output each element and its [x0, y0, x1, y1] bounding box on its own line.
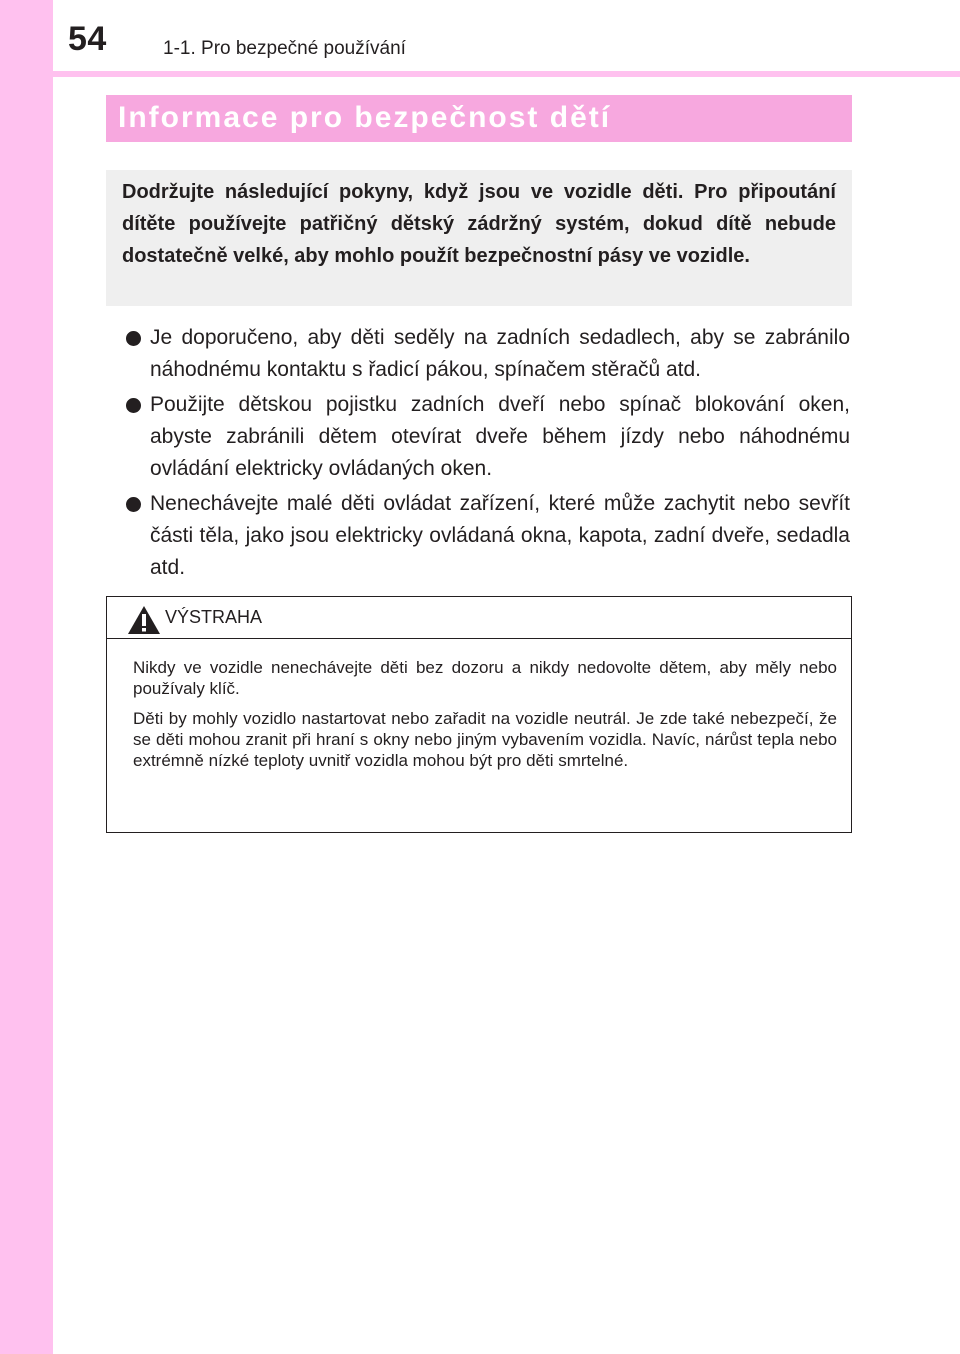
intro-text: Dodržujte následující pokyny, když jsou ve vozidle děti. Pro připoutání dítěte používejte patřičný dětský zádržný systém, dokud dítě nebude dostatečně velké, aby mohlo použít bezpečnostní pásy ve vozidle. [122, 181, 836, 267]
bullet-icon [126, 398, 141, 413]
warning-paragraph: Děti by mohly vozidlo nastartovat nebo zařadit na vozidle neutrál. Je zde také nebezpečí, že se děti mohou zranit při hraní s okny nebo jiným vybavením vozidla. Navíc, nárůst tepla nebo extrémně nízké teploty uvnitř vozidla mohou být pro děti smrtelné. [133, 709, 837, 770]
list-item [126, 488, 850, 584]
bullet-icon [126, 497, 141, 512]
warning-paragraph: Nikdy ve vozidle nenechávejte děti bez dozoru a nikdy nedovolte dětem, aby měly nebo používaly klíč. [133, 658, 837, 698]
chapter-title: 1-1. Pro bezpečné používání [163, 38, 406, 59]
page-number: 54 [68, 20, 107, 58]
warning-body [133, 657, 837, 780]
intro-box [106, 170, 852, 306]
list-item [126, 322, 850, 386]
bullet-text: Je doporučeno, aby děti seděly na zadních sedadlech, aby se zabránilo náhodnému kontaktu s řadicí pákou, spínačem stěračů atd. [150, 326, 850, 381]
bullet-text: Nenechávejte malé děti ovládat zařízení, které může zachytit nebo sevřít části těla, jako jsou elektricky ovládaná okna, kapota, zadní dveře, sedadla atd. [150, 492, 850, 579]
list-item [126, 389, 850, 485]
warning-box [106, 596, 852, 833]
warning-label: VÝSTRAHA [165, 607, 263, 627]
side-color-strip [0, 0, 53, 1354]
warning-triangle-icon [127, 605, 161, 635]
bullet-text: Použijte dětskou pojistku zadních dveří nebo spínač blokování oken, abyste zabránili dětem otevírat dveře během jízdy nebo náhodnému ovládání elektricky ovládaných oken. [150, 393, 850, 480]
warning-header [107, 597, 851, 639]
section-title-bar [106, 95, 852, 142]
section-title: Informace pro bezpečnost dětí [118, 101, 612, 134]
header-divider [0, 71, 960, 77]
bullet-list [126, 322, 850, 587]
bullet-icon [126, 331, 141, 346]
